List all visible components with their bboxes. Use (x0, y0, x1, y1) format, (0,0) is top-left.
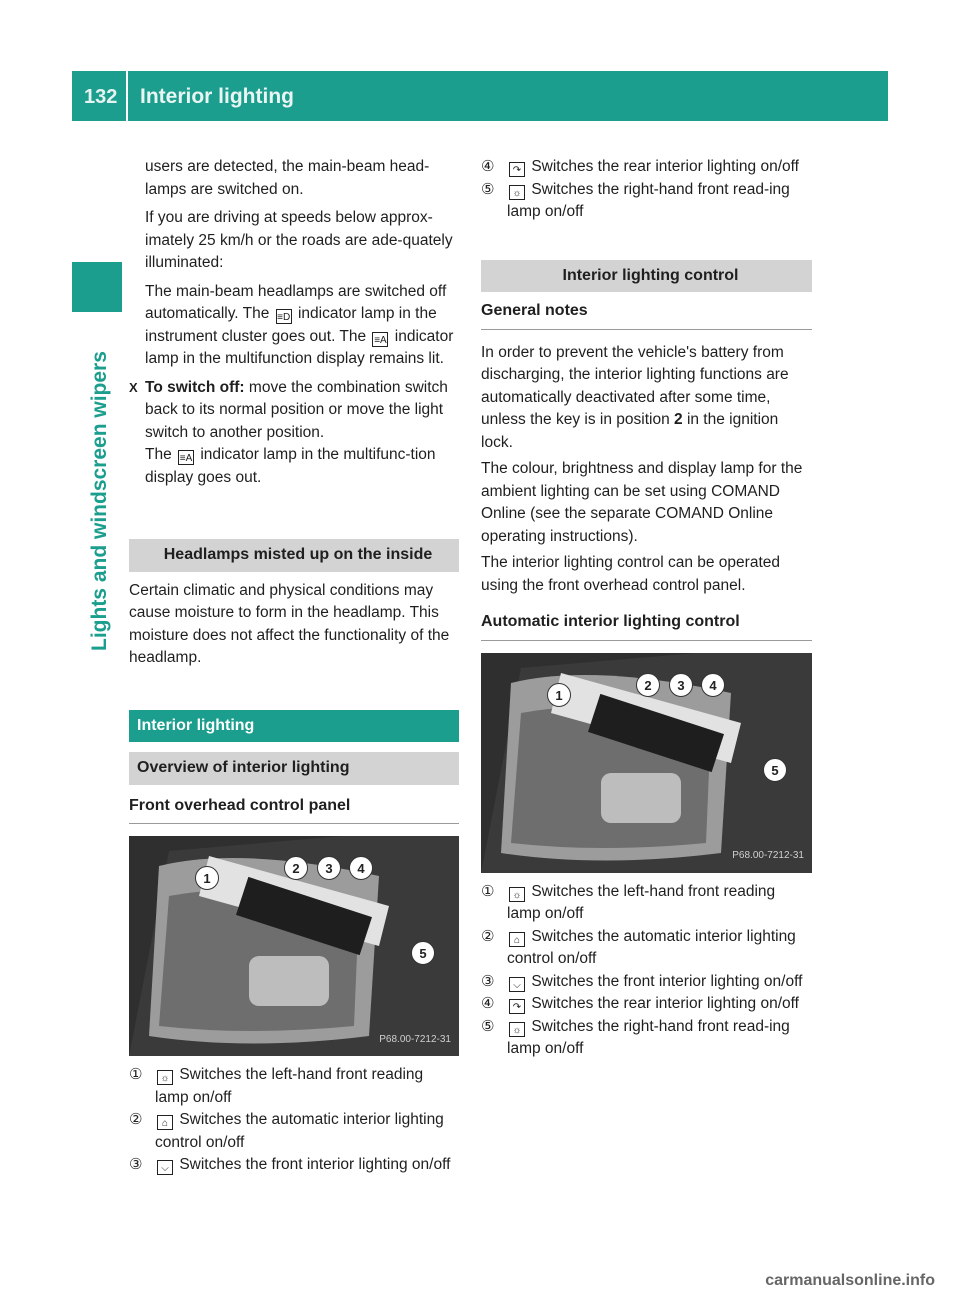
paragraph: The interior lighting control can be operated using the front overhead control panel. (481, 554, 780, 594)
reading-lamp-icon: ☼ (509, 185, 525, 200)
right-column (481, 156, 812, 1061)
list-item: ② ⌂ Switches the automatic interior lighting control on/off (129, 1111, 444, 1151)
section-heading-teal: Interior lighting (129, 710, 459, 743)
paragraph: In order to prevent the vehicle's battery from discharging, the interior lighting functions are automatically deactivated after some time, unless the key is in position 2 in the ignition lock. (481, 343, 789, 451)
reading-lamp-icon: ☼ (509, 1022, 525, 1037)
list-item: ⑤ ☼ Switches the right-hand front read-ing lamp on/off (481, 1017, 790, 1057)
callout-4: 4 (701, 673, 725, 697)
bullet-arrow-icon: X (129, 379, 138, 395)
subheading: Automatic interior lighting control (481, 611, 812, 641)
instruction-bullet: X To switch off: move the combination switch back to its normal position or move the light switch to another position. (129, 378, 448, 441)
subheading: General notes (481, 300, 812, 330)
section-heading: Interior lighting control (481, 260, 812, 293)
paragraph: The ≡A indicator lamp in the multifunc-tion display goes out. (145, 446, 436, 486)
callout-5: 5 (411, 941, 435, 965)
front-interior-light-icon: ⌵ (509, 977, 525, 992)
callout-4: 4 (349, 856, 373, 880)
list-item: ① ☼ Switches the left-hand front reading lamp on/off (129, 1066, 424, 1106)
paragraph: The main-beam headlamps are switched off automatically. The ≡D indicator lamp in the instrument cluster goes out. The ≡A indicator lamp in the multifunction display remains lit. (145, 282, 454, 367)
list-item: ⑤ ☼ Switches the right-hand front read-ing lamp on/off (481, 180, 790, 220)
subheading: Front overhead control panel (129, 795, 459, 825)
list-item: ② ⌂ Switches the automatic interior lighting control on/off (481, 927, 796, 967)
sidebar-chapter-title: Lights and windscreen wipers (88, 351, 111, 651)
paragraph: users are detected, the main-beam head-lamps are switched on. (145, 158, 430, 198)
rear-interior-light-icon: ↷ (509, 162, 525, 177)
list-item: ④ ↷ Switches the rear interior lighting on/off (481, 995, 799, 1013)
watermark: carmanualsonline.info (765, 1272, 935, 1289)
callout-3: 3 (317, 856, 341, 880)
callout-1: 1 (195, 866, 219, 890)
reading-lamp-icon: ☼ (157, 1070, 173, 1085)
callout-3: 3 (669, 673, 693, 697)
section-heading: Overview of interior lighting (129, 752, 459, 785)
callout-1: 1 (547, 683, 571, 707)
front-interior-light-icon: ⌵ (157, 1160, 173, 1175)
overhead-panel-figure (129, 836, 459, 1056)
overhead-panel-figure (481, 653, 812, 873)
callout-5: 5 (763, 758, 787, 782)
page-title: Interior lighting (140, 85, 294, 108)
list-item: ① ☼ Switches the left-hand front reading lamp on/off (481, 882, 776, 922)
sidebar-marker (72, 262, 122, 312)
figure-code: P68.00-7212-31 (732, 850, 804, 861)
callout-2: 2 (284, 856, 308, 880)
main-beam-icon: ≡D (276, 309, 292, 324)
header-divider (126, 71, 128, 121)
reading-lamp-icon: ☼ (509, 887, 525, 902)
callout-2: 2 (636, 673, 660, 697)
list-item: ④ ↷ Switches the rear interior lighting on/off (481, 158, 799, 176)
paragraph: If you are driving at speeds below approx-imately 25 km/h or the roads are ade-quately illuminated: (145, 209, 453, 271)
page-number: 132 (84, 86, 118, 108)
paragraph: Certain climatic and physical conditions may cause moisture to form in the headlamp. This moisture does not affect the functionality of the headlamp. (129, 581, 450, 666)
paragraph: The colour, brightness and display lamp for the ambient lighting can be set using COMAND Online (see the separate COMAND Online operating instructions). (481, 460, 803, 545)
adaptive-beam-icon: ≡A (178, 450, 194, 465)
list-item: ③ ⌵ Switches the front interior lighting on/off (129, 1156, 451, 1174)
left-column (129, 156, 459, 1177)
section-heading: Headlamps misted up on the inside (129, 539, 459, 572)
auto-lighting-icon: ⌂ (157, 1115, 173, 1130)
auto-lighting-icon: ⌂ (509, 932, 525, 947)
rear-interior-light-icon: ↷ (509, 999, 525, 1014)
adaptive-beam-icon: ≡A (372, 332, 388, 347)
list-item: ③ ⌵ Switches the front interior lighting on/off (481, 972, 803, 991)
figure-code: P68.00-7212-31 (379, 1033, 451, 1045)
